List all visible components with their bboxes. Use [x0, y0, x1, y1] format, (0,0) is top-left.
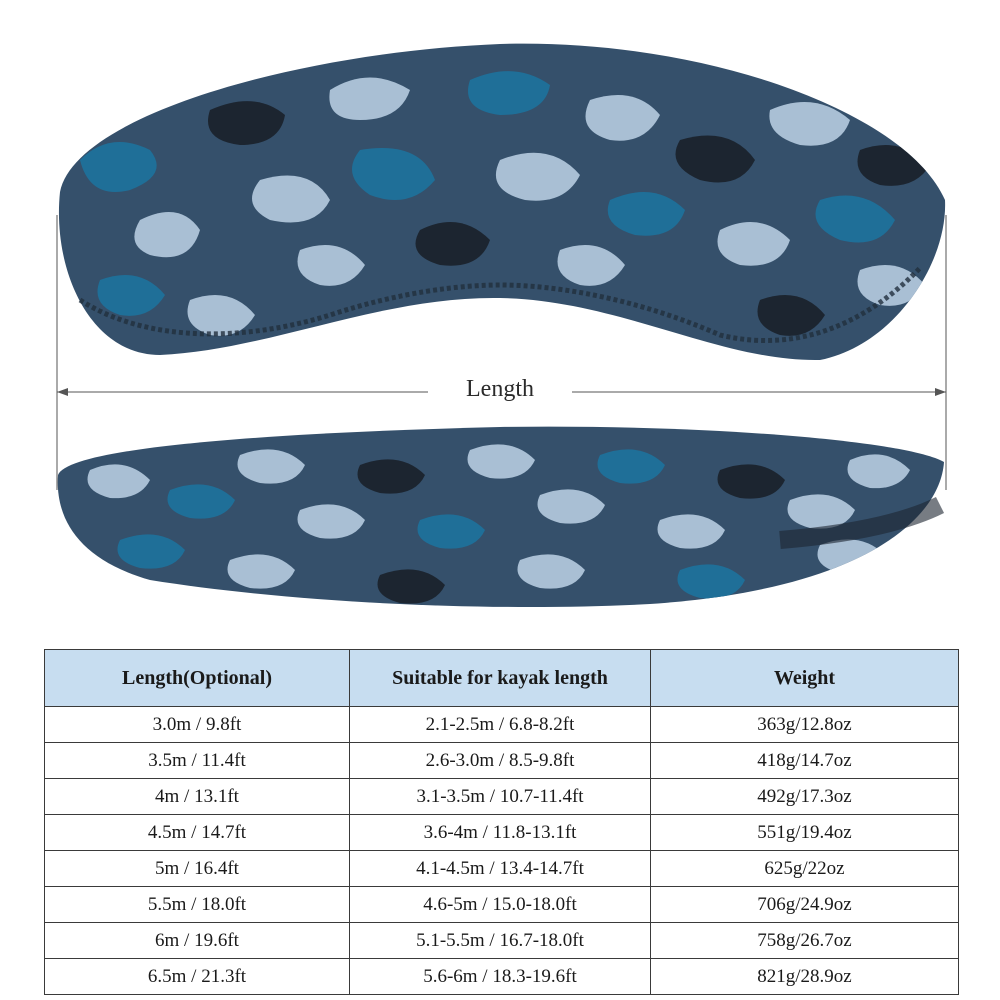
cell-kayak-length: 4.6-5m / 15.0-18.0ft — [350, 887, 651, 923]
cell-weight: 551g/19.4oz — [651, 815, 959, 851]
table-header-row — [45, 650, 959, 707]
cell-weight: 625g/22oz — [651, 851, 959, 887]
cell-cover-length: 6m / 19.6ft — [45, 923, 350, 959]
cell-kayak-length: 4.1-4.5m / 13.4-14.7ft — [350, 851, 651, 887]
table-row — [45, 779, 959, 815]
header-kayak-length: Suitable for kayak length — [350, 650, 651, 707]
cell-cover-length: 4.5m / 14.7ft — [45, 815, 350, 851]
cell-kayak-length: 2.1-2.5m / 6.8-8.2ft — [350, 707, 651, 743]
table-row — [45, 851, 959, 887]
cell-weight: 418g/14.7oz — [651, 743, 959, 779]
header-weight: Weight — [651, 650, 959, 707]
table-row — [45, 815, 959, 851]
cell-weight: 363g/12.8oz — [651, 707, 959, 743]
cover-side-view — [58, 427, 944, 607]
table-row — [45, 887, 959, 923]
cell-cover-length: 3.0m / 9.8ft — [45, 707, 350, 743]
cell-cover-length: 6.5m / 21.3ft — [45, 959, 350, 995]
cover-top-view — [59, 44, 945, 360]
table-row — [45, 707, 959, 743]
header-length-optional: Length(Optional) — [45, 650, 350, 707]
cell-kayak-length: 3.6-4m / 11.8-13.1ft — [350, 815, 651, 851]
cell-cover-length: 3.5m / 11.4ft — [45, 743, 350, 779]
cell-weight: 758g/26.7oz — [651, 923, 959, 959]
table-row — [45, 743, 959, 779]
table-row — [45, 959, 959, 995]
cell-kayak-length: 2.6-3.0m / 8.5-9.8ft — [350, 743, 651, 779]
cell-weight: 492g/17.3oz — [651, 779, 959, 815]
cell-cover-length: 5m / 16.4ft — [45, 851, 350, 887]
size-chart-table — [44, 649, 959, 995]
cell-kayak-length: 3.1-3.5m / 10.7-11.4ft — [350, 779, 651, 815]
cell-cover-length: 5.5m / 18.0ft — [45, 887, 350, 923]
cell-kayak-length: 5.6-6m / 18.3-19.6ft — [350, 959, 651, 995]
cell-cover-length: 4m / 13.1ft — [45, 779, 350, 815]
table-row — [45, 923, 959, 959]
length-label: Length — [430, 373, 570, 405]
cell-weight: 706g/24.9oz — [651, 887, 959, 923]
cell-weight: 821g/28.9oz — [651, 959, 959, 995]
cell-kayak-length: 5.1-5.5m / 16.7-18.0ft — [350, 923, 651, 959]
